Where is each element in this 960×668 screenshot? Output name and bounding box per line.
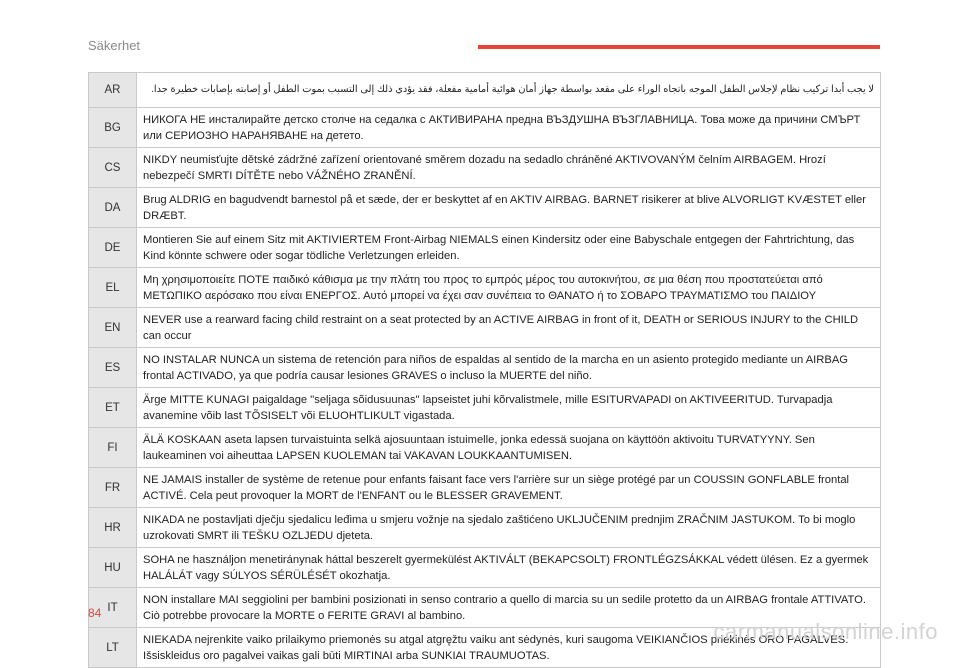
language-code: AR [89,73,137,108]
warning-text: Brug ALDRIG en bagudvendt barnestol på et sæde, der er beskyttet af en AKTIV AIRBAG. BARNET risikerer at blive ALVORLIGT KVÆSTET eller DRÆBT. [137,188,881,228]
table-row [89,428,881,468]
table-row [89,388,881,428]
table-row [89,348,881,388]
warning-text: SOHA ne használjon menetiránynak háttal beszerelt gyermekülést AKTIVÁLT (BEKAPCSOLT) FRONTLÉGZSÁKKAL védett ülésen. Ez a gyermek HALÁLÁT vagy SÚLYOS SÉRÜLÉSÉT okozhatja. [137,548,881,588]
language-code: CS [89,148,137,188]
language-code: DA [89,188,137,228]
warning-text: NO INSTALAR NUNCA un sistema de retención para niños de espaldas al sentido de la marcha en un asiento protegido mediante un AIRBAG frontal ACTIVADO, ya que podría causar lesiones GRAVES o incluso la MUERTE del niño. [137,348,881,388]
header-accent-bar [478,45,880,49]
table-row [89,188,881,228]
language-code: DE [89,228,137,268]
warning-text: Montieren Sie auf einem Sitz mit AKTIVIERTEM Front-Airbag NIEMALS einen Kindersitz oder eine Babyschale entgegen der Fahrtrichtung, das Kind könnte schwere oder sogar tödliche Verletzungen erleiden. [137,228,881,268]
language-code: EN [89,308,137,348]
warning-text: Ärge MITTE KUNAGI paigaldage "seljaga sõidusuunas" lapseistet juhi kõrvalistmele, mille ESITURVAPADI on AKTIVEERITUD. Turvapadja avanemine võib last TÕSISELT või ELUOHTLIKULT vigastada. [137,388,881,428]
airbag-warning-table [88,72,881,668]
warning-text: НИКОГА НЕ инсталирайте детско столче на седалка с АКТИВИРАНА предна ВЪЗДУШНА ВЪЗГЛАВНИЦА. Това може да причини СМЪРТ или СЕРИОЗНО НАРАНЯВАНЕ на детето. [137,108,881,148]
section-title: Säkerhet [88,38,141,53]
language-code: HR [89,508,137,548]
table-row [89,108,881,148]
warning-text: NON installare MAI seggiolini per bambini posizionati in senso contrario a quello di marcia su un sedile protetto da un AIRBAG frontale ATTIVATO. Ciò potrebbe provocare la MORTE o FERITE GRAVI al bambino. [137,588,881,628]
language-code: BG [89,108,137,148]
language-code: HU [89,548,137,588]
language-code: EL [89,268,137,308]
table-row [89,73,881,108]
table-row [89,308,881,348]
table-row [89,468,881,508]
warning-text: Μη χρησιμοποιείτε ΠΟΤΕ παιδικό κάθισμα με την πλάτη του προς το εμπρός μέρος του αυτοκινήτου, σε μια θέση που προστατεύεται από ΜΕΤΩΠΙΚΟ αερόσακο που είναι ΕΝΕΡΓΟΣ. Αυτό μπορεί να έχει σαν συνέπεια το ΘΑΝΑΤΟ ή το ΣΟΒΑΡΟ ΤΡΑΥΜΑΤΙΣΜΟ του ΠΑΙΔΙΟΥ [137,268,881,308]
page-number: 84 [88,606,102,620]
warning-text: NIKDY neumisťujte dětské zádržné zařízení orientované směrem dozadu na sedadlo chráněné AKTIVOVANÝM čelním AIRBAGEM. Hrozí nebezpečí SMRTI DÍTĚTE nebo VÁŽNÉHO ZRANĚNÍ. [137,148,881,188]
table-row [89,228,881,268]
table-row [89,148,881,188]
warning-text: NIKADA ne postavljati dječju sjedalicu leđima u smjeru vožnje na sjedalo zaštićeno UKLJUČENIM prednjim ZRAČNIM JASTUKOM. To bi moglo uzrokovati SMRT ili TEŠKU OZLJEDU djeteta. [137,508,881,548]
language-code: ES [89,348,137,388]
language-code: ET [89,388,137,428]
watermark: carmanualsonline.info [713,619,938,644]
warning-text: ÄLÄ KOSKAAN aseta lapsen turvaistuinta selkä ajosuuntaan istuimelle, jonka edessä suojana on käyttöön aktivoitu TURVATYYNY. Sen laukeaminen voi aiheuttaa LAPSEN KUOLEMAN tai VAKAVAN LOUKKAANTUMISEN. [137,428,881,468]
warning-text: NEVER use a rearward facing child restraint on a seat protected by an ACTIVE AIRBAG in front of it, DEATH or SERIOUS INJURY to the CHILD can occur [137,308,881,348]
warning-text: لا يجب أبدا تركيب نظام لإجلاس الطفل الموجه باتجاه الوراء على مقعد بواسطة جهاز أمان هوائية أمامية مفعلة، فقد يؤدي ذلك إلى التسبب بموت الطفل أو إصابته بإصابات خطيرة جدا. [137,73,881,108]
table-row [89,508,881,548]
language-code: LT [89,628,137,668]
table-row [89,268,881,308]
warning-text: NE JAMAIS installer de système de retenue pour enfants faisant face vers l'arrière sur un siège protégé par un COUSSIN GONFLABLE frontal ACTIVÉ. Cela peut provoquer la MORT de l'ENFANT ou le BLESSER GRAVEMENT. [137,468,881,508]
table-row [89,548,881,588]
warning-text: NIEKADA nejrenkite vaiko prilaikymo priemonės su atgal atgręžtu vaiku ant sėdynės, kuri saugoma VEIKIANČIOS priekinės ORO PAGALVĖS. Išsiskleidus oro pagalvei vaikas gali būti MIRTINAI arba SUNKIAI TRAUMUOTAS. [137,628,881,668]
language-code: IT [89,588,137,628]
language-code: FI [89,428,137,468]
language-code: FR [89,468,137,508]
